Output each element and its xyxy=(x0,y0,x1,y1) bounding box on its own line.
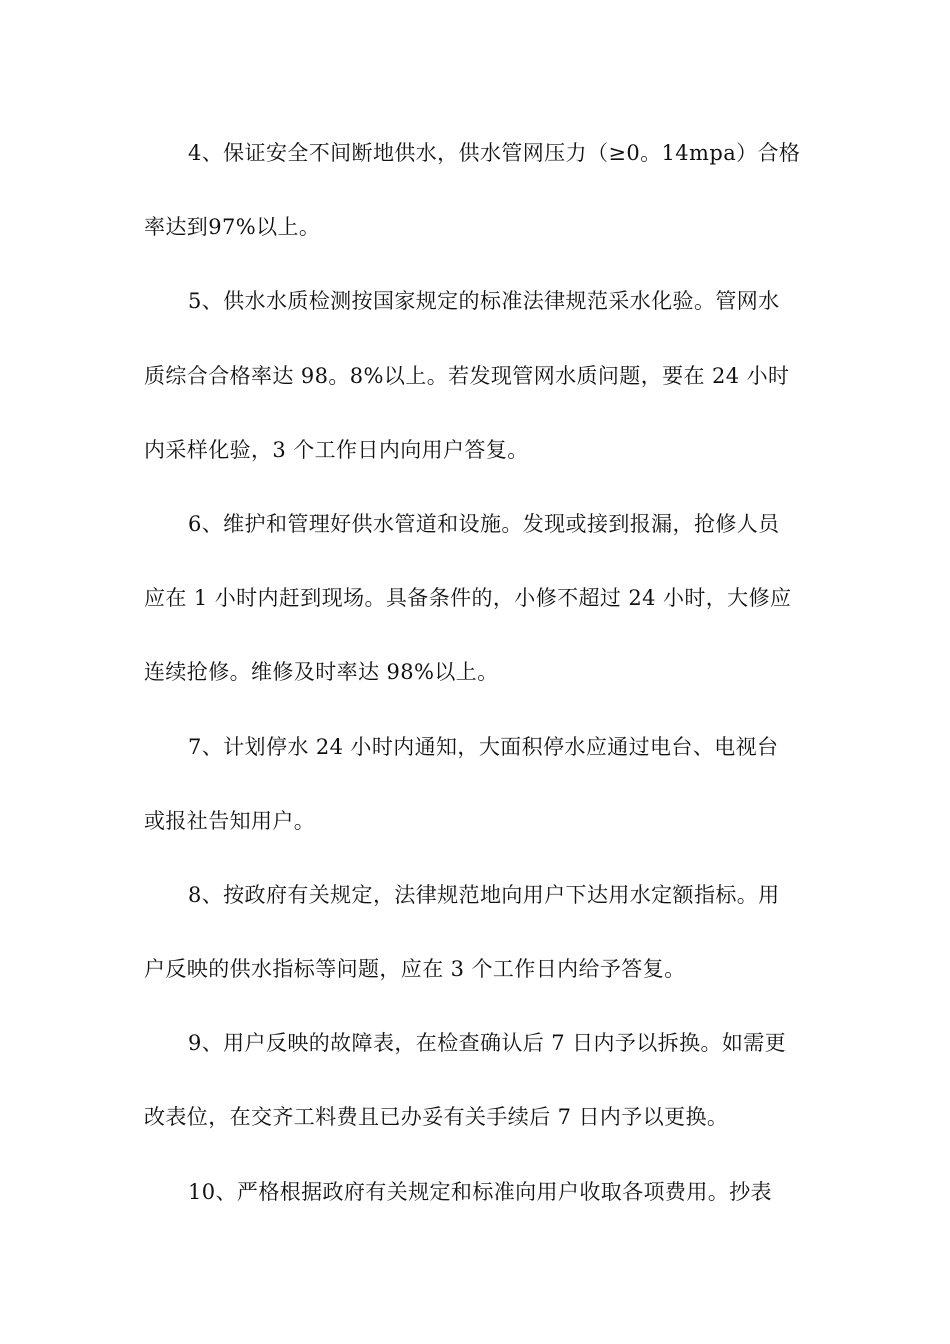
item-5-line-2: 质综合合格率达 98。8%以上。若发现管网水质问题，要在 24 小时 xyxy=(144,363,790,388)
item-6-line-1: 6、维护和管理好供水管道和设施。发现或接到报漏，抢修人员 xyxy=(188,511,780,536)
document-body xyxy=(144,128,808,1241)
item-5-line-1: 5、供水水质检测按国家规定的标准法律规范采水化验。管网水 xyxy=(188,289,780,314)
item-7-line-2: 或报社告知用户。 xyxy=(144,808,316,833)
item-9-line-2: 改表位，在交齐工料费且已办妥有关手续后 7 日内予以更换。 xyxy=(144,1105,729,1130)
item-8-line-1: 8、按政府有关规定，法律规范地向用户下达用水定额指标。用 xyxy=(188,882,780,907)
item-5-line-3: 内采样化验，3 个工作日内向用户答复。 xyxy=(144,437,529,462)
item-6-line-3: 连续抢修。维修及时率达 98%以上。 xyxy=(144,660,499,685)
item-4-line-1: 4、保证安全不间断地供水，供水管网压力（≥0。14mpa）合格 xyxy=(188,141,801,165)
item-4-line-2: 率达到97%以上。 xyxy=(144,215,321,240)
item-10-line-1: 10、严格根据政府有关规定和标准向用户收取各项费用。抄表 xyxy=(188,1179,772,1204)
item-9-line-1: 9、用户反映的故障表，在检查确认后 7 日内予以拆换。如需更 xyxy=(188,1031,787,1056)
item-8-line-2: 户反映的供水指标等问题，应在 3 个工作日内给予答复。 xyxy=(144,957,686,982)
item-6-line-2: 应在 1 小时内赶到现场。具备条件的，小修不超过 24 小时，大修应 xyxy=(144,586,792,611)
item-7-line-1: 7、计划停水 24 小时内通知，大面积停水应通过电台、电视台 xyxy=(188,734,779,759)
